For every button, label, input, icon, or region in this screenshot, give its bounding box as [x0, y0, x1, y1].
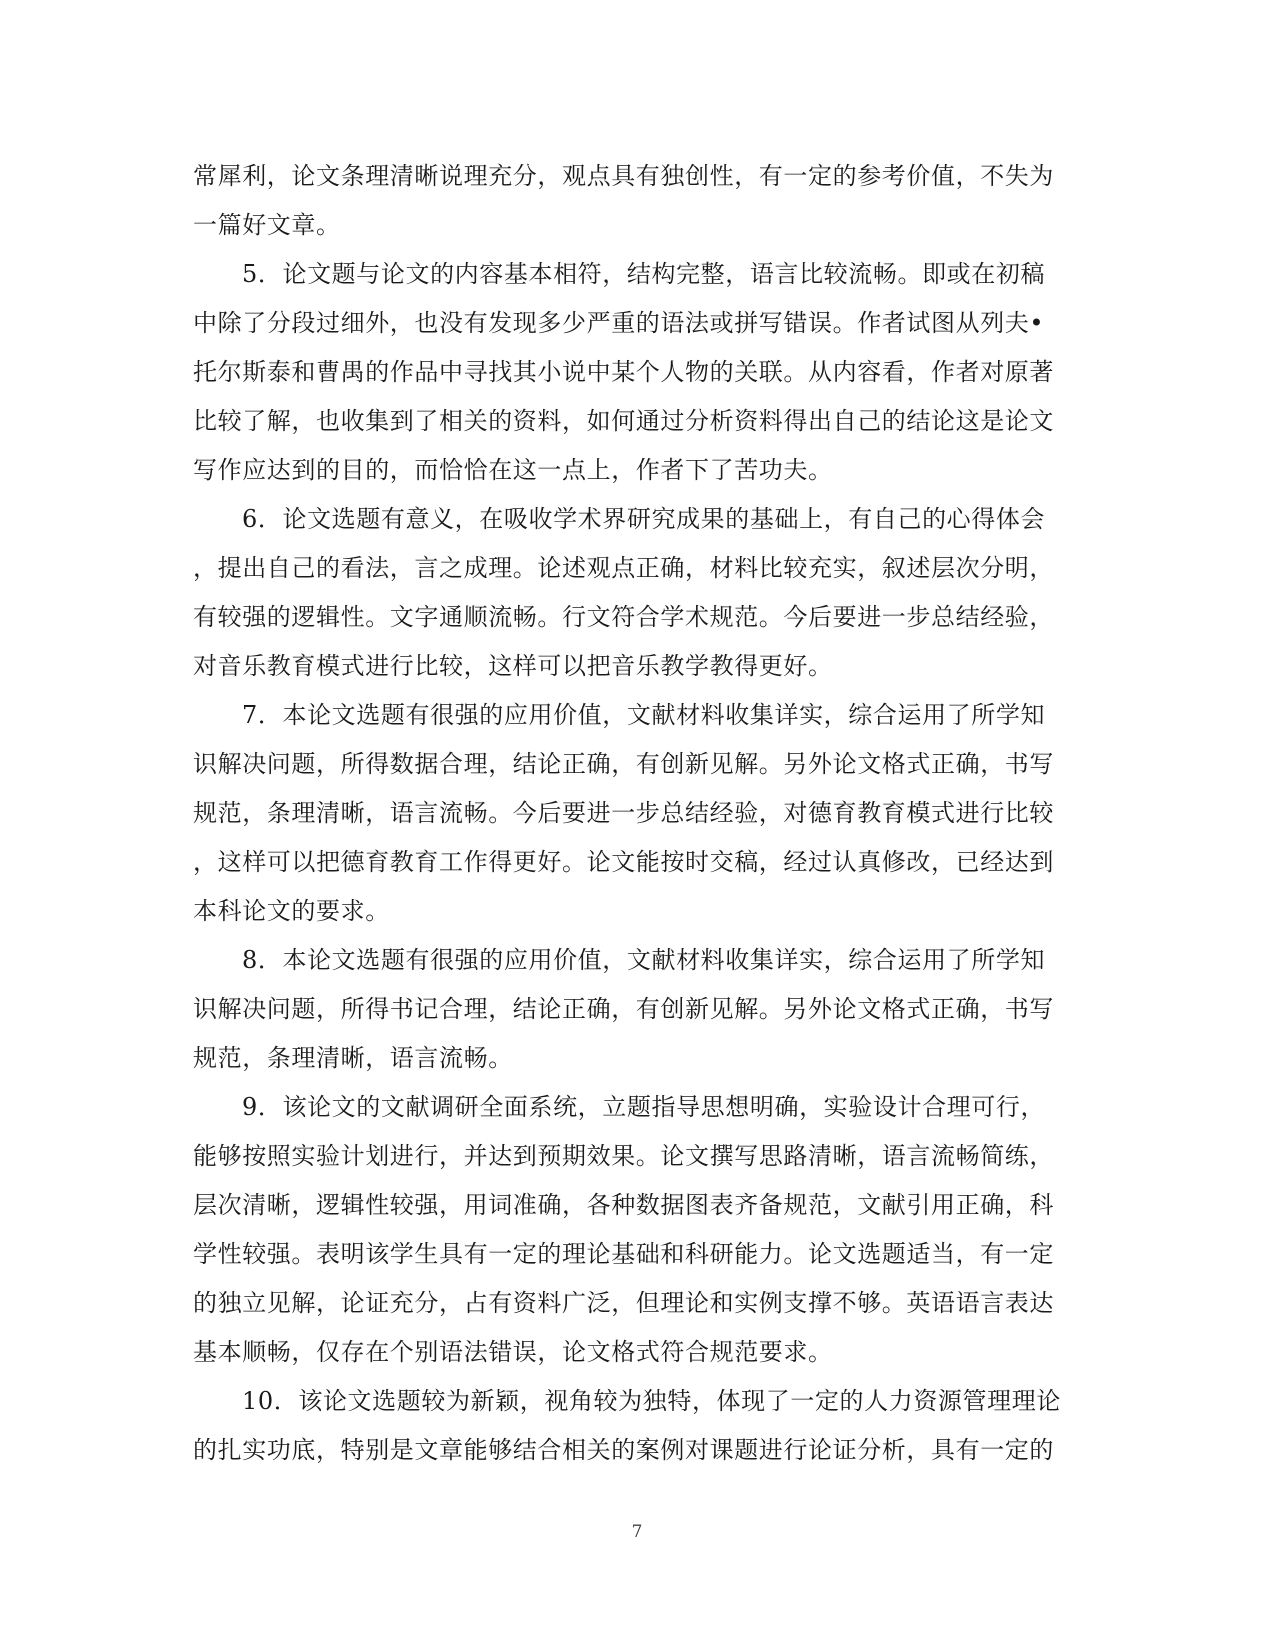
text-line: 中除了分段过细外，也没有发现多少严重的语法或拼写错误。作者试图从列夫• [193, 309, 1045, 337]
text-line: 有较强的逻辑性。文字通顺流畅。行文符合学术规范。今后要进一步总结经验， [193, 603, 1054, 631]
text-line: 基本顺畅，仅存在个别语法错误，论文格式符合规范要求。 [193, 1338, 833, 1366]
text-line: 的扎实功底，特别是文章能够结合相关的案例对课题进行论证分析，具有一定的 [193, 1436, 1054, 1464]
text-line: 规范，条理清晰，语言流畅。今后要进一步总结经验，对德育教育模式进行比较 [193, 799, 1054, 827]
text-line: 写作应达到的目的，而恰恰在这一点上，作者下了苦功夫。 [193, 456, 833, 484]
text-line: 托尔斯泰和曹禺的作品中寻找其小说中某个人物的关联。从内容看，作者对原著 [193, 358, 1054, 386]
text-line: 对音乐教育模式进行比较，这样可以把音乐教学教得更好。 [193, 652, 833, 680]
text-line: ，提出自己的看法，言之成理。论述观点正确，材料比较充实，叙述层次分明， [193, 554, 1054, 582]
paragraph-item-8: 8．本论文选题有很强的应用价值，文献材料收集详实，综合运用了所学知 [242, 946, 1046, 974]
page-number: 7 [631, 1522, 643, 1542]
paragraph-item-7: 7．本论文选题有很强的应用价值，文献材料收集详实，综合运用了所学知 [242, 701, 1046, 729]
paragraph-item-10: 10．该论文选题较为新颖，视角较为独特，体现了一定的人力资源管理理论 [242, 1387, 1061, 1415]
text-line: 常犀利，论文条理清晰说理充分，观点具有独创性，有一定的参考价值，不失为 [193, 162, 1054, 190]
text-line: 能够按照实验计划进行，并达到预期效果。论文撰写思路清晰，语言流畅简练， [193, 1142, 1054, 1170]
text-line: 学性较强。表明该学生具有一定的理论基础和科研能力。论文选题适当，有一定 [193, 1240, 1054, 1268]
text-line: 识解决问题，所得数据合理，结论正确，有创新见解。另外论文格式正确，书写 [193, 750, 1054, 778]
paragraph-item-6: 6．论文选题有意义，在吸收学术界研究成果的基础上，有自己的心得体会 [242, 505, 1046, 533]
paragraph-item-9: 9．该论文的文献调研全面系统，立题指导思想明确，实验设计合理可行， [242, 1093, 1046, 1121]
text-line: 比较了解，也收集到了相关的资料，如何通过分析资料得出自己的结论这是论文 [193, 407, 1054, 435]
text-line: 本科论文的要求。 [193, 897, 390, 925]
text-line: 层次清晰，逻辑性较强，用词准确，各种数据图表齐备规范，文献引用正确，科 [193, 1191, 1054, 1219]
text-line: 的独立见解，论证充分，占有资料广泛，但理论和实例支撑不够。英语语言表达 [193, 1289, 1054, 1317]
text-line: 规范，条理清晰，语言流畅。 [193, 1044, 513, 1072]
text-line: 一篇好文章。 [193, 211, 341, 239]
text-line: ，这样可以把德育教育工作得更好。论文能按时交稿，经过认真修改，已经达到 [193, 848, 1054, 876]
paragraph-item-5: 5．论文题与论文的内容基本相符，结构完整，语言比较流畅。即或在初稿 [242, 260, 1046, 288]
body-text [193, 152, 1073, 1475]
text-line: 识解决问题，所得书记合理，结论正确，有创新见解。另外论文格式正确，书写 [193, 995, 1054, 1023]
